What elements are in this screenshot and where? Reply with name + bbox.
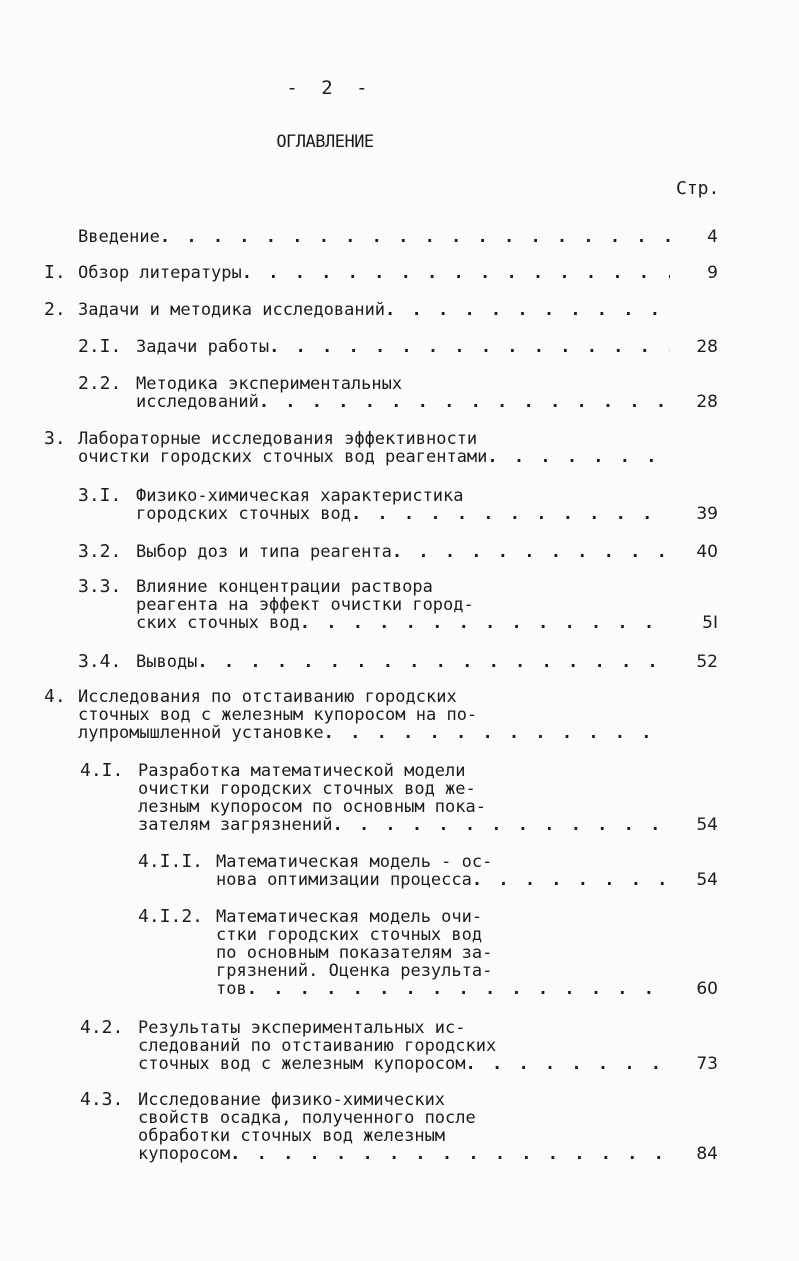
dot-leader [487, 448, 670, 466]
toc-entry-number: 4.I. [80, 760, 124, 781]
toc-entry-page-number: 5I [702, 613, 718, 633]
toc-entry-text-line: обработки сточных вод железным [138, 1127, 446, 1145]
toc-entry [0, 338, 799, 356]
toc-entry [0, 228, 799, 246]
toc-entry-number: I. [44, 262, 66, 283]
toc-entry-number: 4.2. [80, 1017, 124, 1038]
toc-entry [0, 853, 799, 889]
page-column-header: Стр. [676, 178, 720, 199]
toc-entry [0, 1091, 799, 1163]
toc-entry-text-line: исследований . . . [136, 393, 670, 411]
dot-leader [392, 543, 670, 561]
toc-entry-number: 3.I. [78, 485, 122, 506]
toc-entry-text-line: нова оптимизации процесса . . . [216, 871, 670, 889]
dot-leader [300, 614, 670, 632]
toc-entry-text-line: реагента на эффект очистки город- [136, 596, 474, 614]
toc-entry-number: 3.4. [78, 651, 122, 672]
dot-leader [269, 338, 670, 356]
toc-entry-text-line: Математическая модель очи- [216, 908, 483, 926]
toc-entry-page-number: 73 [696, 1054, 718, 1074]
toc-entry-text-line: Математическая модель - ос- [216, 853, 493, 871]
toc-entry [0, 430, 799, 466]
toc-entry-text-line: Исследования по отстаиванию городских [78, 688, 457, 706]
toc-entry-number: 4. [44, 686, 66, 707]
toc-entry-number: 3.2. [78, 541, 122, 562]
toc-entry-text-line: свойств осадка, полученного после [138, 1109, 476, 1127]
dot-leader [197, 653, 670, 671]
toc-entry-text-line: Исследование физико-химических [138, 1091, 446, 1109]
toc-entry [0, 375, 799, 411]
toc-entry-text-line: Лабораторные исследования эффективности [78, 430, 478, 448]
dot-leader [247, 980, 670, 998]
toc-entry [0, 264, 799, 282]
toc-entry-number: 3. [44, 428, 66, 449]
toc-entry-page-number: 84 [696, 1144, 718, 1164]
page-title: ОГЛАВЛЕНИЕ [276, 132, 374, 152]
toc-entry-text-line: по основным показателям за- [216, 944, 493, 962]
toc-entry-number: 2.2. [78, 373, 122, 394]
toc-entry-text-line: Физико-химическая характеристика [136, 487, 464, 505]
toc-entry-text-line: Обзор литературы . . . [78, 264, 670, 282]
dot-leader [385, 301, 670, 319]
toc-entry-text-line: следований по отстаиванию городских [138, 1037, 497, 1055]
toc-entry-page-number: 9 [707, 263, 718, 283]
toc-entry [0, 762, 799, 834]
toc-entry-page-number: 54 [696, 870, 718, 890]
toc-entry-text-line: зателям загрязнений . . . [138, 816, 670, 834]
toc-entry-text-line: лупромышленной установке . . . [78, 724, 670, 742]
toc-entry [0, 301, 799, 319]
toc-entry-page-number: 60 [696, 979, 718, 999]
toc-entry-page-number: 28 [696, 392, 718, 412]
dot-leader [466, 1055, 670, 1073]
toc-entry-text-line: Задачи и методика исследований . . . [78, 301, 670, 319]
dot-leader [230, 1145, 670, 1163]
toc-entry-page-number: 4 [707, 227, 718, 247]
toc-entry-text-line: сточных вод с железным купоросом . . . [138, 1055, 670, 1073]
toc-entry-text-line: тов . . . [216, 980, 670, 998]
toc-entry-text-line: очистки городских сточных вод же- [138, 780, 476, 798]
toc-entry-text-line: Введение . . . [78, 228, 670, 246]
dot-leader [242, 264, 670, 282]
toc-entry-number: 3.3. [78, 576, 122, 597]
toc-entry-page-number: 54 [696, 815, 718, 835]
toc-entry-text-line: лезным купоросом по основным пока- [138, 798, 486, 816]
toc-entry [0, 543, 799, 561]
dot-leader [324, 724, 670, 742]
toc-entry-text-line: Выбор доз и типа реагента . . . [136, 543, 670, 561]
toc-entry-number: 4.I.2. [138, 906, 204, 927]
toc-entry-text-line: Разработка математической модели [138, 762, 466, 780]
toc-entry-number: 2.I. [78, 336, 122, 357]
dot-leader [332, 816, 670, 834]
toc-entry [0, 487, 799, 523]
toc-entry-number: 4.3. [80, 1089, 124, 1110]
toc-entry [0, 908, 799, 998]
toc-entry-text-line: Задачи работы . . . [136, 338, 670, 356]
toc-entry-number: 4.I.I. [138, 851, 204, 872]
dot-leader [259, 393, 670, 411]
toc-entry-text-line: Выводы . . . [136, 653, 670, 671]
toc-entry-text-line: Методика экспериментальных [136, 375, 403, 393]
toc-entry-text-line: купоросом . . . [138, 1145, 670, 1163]
toc-entry [0, 653, 799, 671]
dot-leader [160, 228, 670, 246]
toc-entry [0, 578, 799, 632]
toc-entry-number: 2. [44, 299, 66, 320]
toc-entry-text-line: сточных вод с железным купоросом на по- [78, 706, 478, 724]
toc-entry-page-number: 39 [696, 504, 718, 524]
toc-entry-text-line: грязнений. Оценка результа- [216, 962, 493, 980]
toc-entry-text-line: городских сточных вод . . . [136, 505, 670, 523]
toc-entry-text-line: ских сточных вод . . . [136, 614, 670, 632]
dot-leader [351, 505, 670, 523]
toc-entry-page-number: 52 [696, 652, 718, 672]
toc-entry-text-line: очистки городских сточных вод реагентами . . . [78, 448, 670, 466]
toc-entry-page-number: 28 [696, 337, 718, 357]
page-number: - 2 - [286, 77, 374, 99]
toc-entry-page-number: 40 [696, 542, 718, 562]
toc-entry [0, 1019, 799, 1073]
dot-leader [472, 871, 670, 889]
toc-entry-text-line: стки городских сточных вод [216, 926, 483, 944]
toc-entry-text-line: Влияние концентрации раствора [136, 578, 433, 596]
toc-entry-text-line: Результаты экспериментальных ис- [138, 1019, 466, 1037]
toc-entry [0, 688, 799, 742]
